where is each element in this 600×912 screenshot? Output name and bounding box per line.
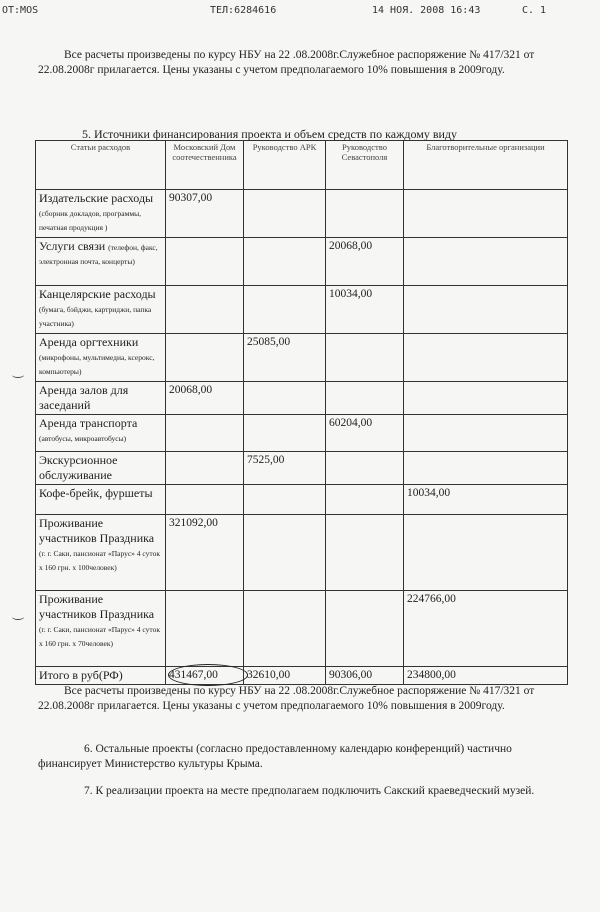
financing-table [35,140,568,685]
col-header-sevastopol: Руководство Севастополя [326,141,404,190]
expense-note: (сборник докладов, программы, печатная продукция ) [39,209,141,232]
table-row [36,286,568,334]
expense-name: Услуги связи [39,239,106,253]
value-sevastopol [326,591,404,667]
col-header-charity: Благотворительные организации [404,141,568,190]
value-ark: 25085,00 [244,334,326,382]
value-moscow [166,334,244,382]
expense-cell [36,485,166,515]
handwritten-circle [168,664,248,686]
total-sevastopol: 90306,00 [326,667,404,685]
value-charity [404,190,568,238]
expense-name: Кофе-брейк, фуршеты [39,486,153,500]
fax-page: С. 1 [522,5,547,16]
total-label: Итого в руб(РФ) [36,667,166,685]
item-6: 6. Остальные проекты (согласно предоставленному календарю конференций) частично финансирует Министерство культуры Крыма. [38,743,512,770]
value-ark [244,591,326,667]
value-ark [244,238,326,286]
col-header-ark: Руководство АРК [244,141,326,190]
value-moscow [166,238,244,286]
value-charity [404,452,568,485]
value-charity [404,334,568,382]
value-ark [244,190,326,238]
value-moscow: 20068,00 [166,382,244,415]
table-row [36,334,568,382]
value-moscow [166,286,244,334]
expense-name: Аренда залов для заседаний [39,383,129,412]
expense-name: Проживание участников Праздника [39,592,155,621]
handwritten-margin-mark [12,372,24,378]
table-row [36,190,568,238]
total-moscow-cell [166,667,244,685]
value-moscow [166,452,244,485]
total-charity: 234800,00 [404,667,568,685]
expense-name: Проживание участников Праздника [39,516,155,545]
value-sevastopol [326,334,404,382]
value-moscow [166,591,244,667]
table-row [36,452,568,485]
handwritten-margin-mark [12,614,24,620]
value-sevastopol: 10034,00 [326,286,404,334]
value-charity [404,415,568,452]
expense-cell [36,286,166,334]
value-moscow [166,415,244,452]
col-header-expense: Статьи расходов [36,141,166,190]
value-charity [404,238,568,286]
value-sevastopol [326,190,404,238]
expense-name: Аренда транспорта [39,416,138,430]
table-header-row [36,141,568,190]
expense-note: (микрофоны, мультимедиа, ксерокс, компьютеры) [39,353,155,376]
expense-cell [36,334,166,382]
note-bottom: Все расчеты произведены по курсу НБУ на 22 .08.2008г.Служебное распоряжение № 417/321 от 22.08.2008г прилагается. Цены указаны с учетом предполагаемого 10% повышения в 2009году. [38,685,535,712]
expense-note: (телефон, факс, электронная почта, концерты) [39,243,158,266]
value-moscow [166,485,244,515]
value-ark: 7525,00 [244,452,326,485]
value-ark [244,515,326,591]
total-ark: 32610,00 [244,667,326,685]
value-sevastopol [326,452,404,485]
value-sevastopol [326,485,404,515]
expense-cell [36,415,166,452]
expense-note: (бумага, бэйджи, картриджи, папка участника) [39,305,152,328]
value-charity [404,515,568,591]
fax-header [0,5,600,21]
expense-name: Издательские расходы [39,191,154,205]
expense-name: Канцелярские расходы [39,287,156,301]
total-moscow: 431467,00 [169,669,218,681]
table-row [36,238,568,286]
expense-cell [36,452,166,485]
section-5-title: 5. Источники финансирования проекта и объем средств по каждому виду [82,127,458,141]
table-row [36,382,568,415]
fax-datetime: 14 НОЯ. 2008 16:43 [372,5,481,16]
table-row [36,485,568,515]
value-moscow: 90307,00 [166,190,244,238]
expense-cell [36,190,166,238]
table-row [36,415,568,452]
value-charity: 224766,00 [404,591,568,667]
value-ark [244,415,326,452]
expense-cell [36,238,166,286]
expense-cell [36,515,166,591]
table-row [36,515,568,591]
expense-note: (г. г. Саки, пансионат «Парус» 4 суток х 160 грн. х 100человек) [39,549,160,572]
note-top: Все расчеты произведены по курсу НБУ на 22 .08.2008г.Служебное распоряжение № 417/321 от 22.08.2008г прилагается. Цены указаны с учетом предполагаемого 10% повышения в 2009году. [38,49,535,76]
value-sevastopol [326,515,404,591]
col-header-moscow-house: Московский Дом соотечественника [166,141,244,190]
value-charity [404,382,568,415]
value-moscow: 321092,00 [166,515,244,591]
expense-cell [36,382,166,415]
item-7: 7. К реализации проекта на месте предполагаем подключить Сакский краеведческий музей. [84,785,535,797]
value-charity [404,286,568,334]
value-sevastopol: 60204,00 [326,415,404,452]
table-total-row [36,667,568,685]
expense-cell [36,591,166,667]
value-sevastopol: 20068,00 [326,238,404,286]
value-ark [244,485,326,515]
fax-from: OT:MOS [2,5,39,16]
expense-name: Экскурсионное обслуживание [39,453,118,482]
table-row [36,591,568,667]
value-sevastopol [326,382,404,415]
expense-name: Аренда оргтехники [39,335,139,349]
value-ark [244,382,326,415]
value-ark [244,286,326,334]
value-charity: 10034,00 [404,485,568,515]
expense-note: (автобусы, микроавтобусы) [39,434,127,443]
expense-note: (г. г. Саки, пансионат «Парус» 4 суток х 160 грн. х 70человек) [39,625,160,648]
fax-tel: ТЕЛ:6284616 [210,5,277,16]
